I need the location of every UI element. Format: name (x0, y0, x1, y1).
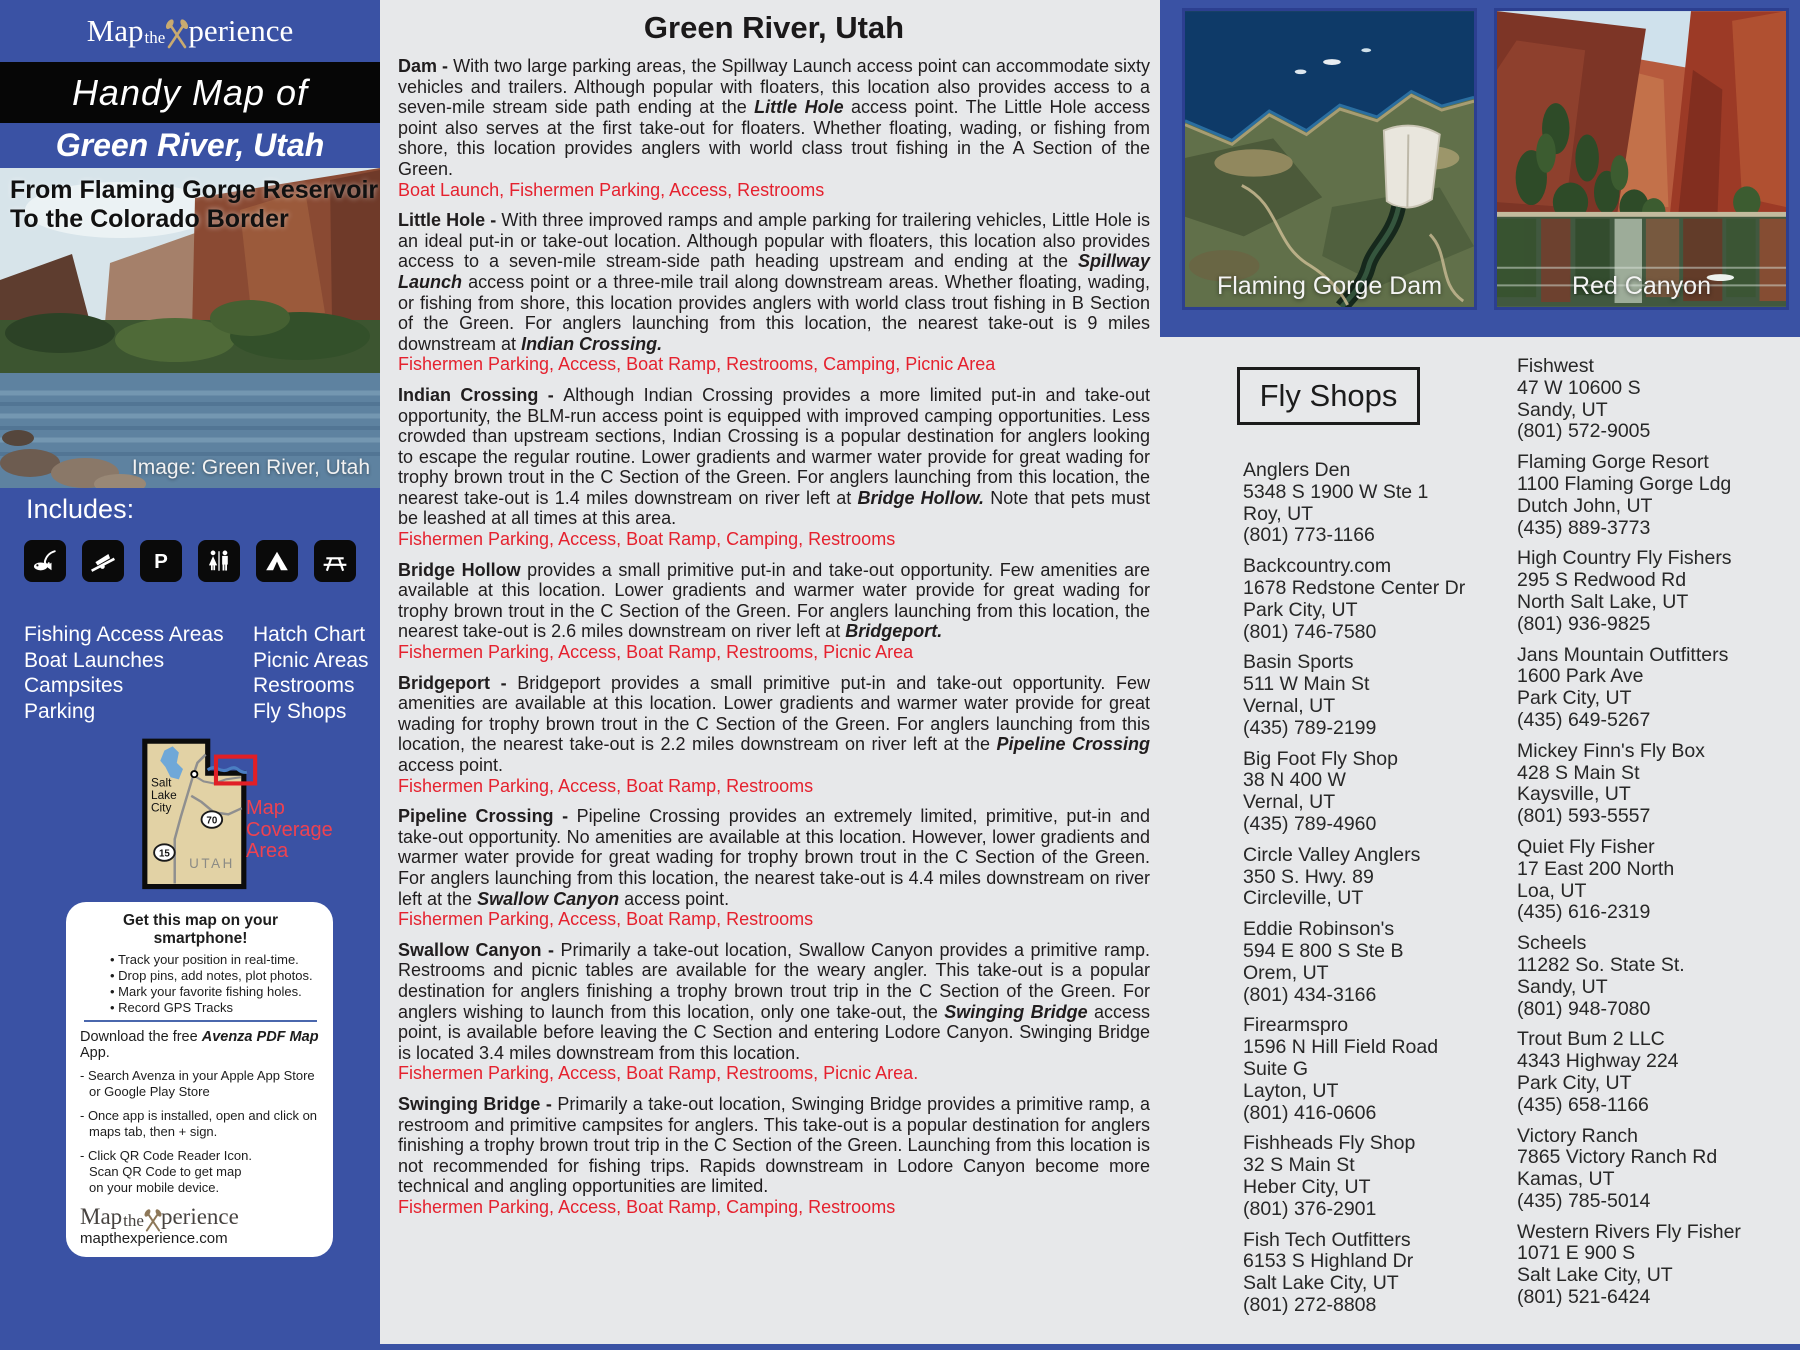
includes-label: Includes: (26, 494, 135, 524)
fly-shop-detail-line: (801) 376-2901 (1243, 1197, 1377, 1220)
fly-shops-heading: Fly Shops (1237, 367, 1420, 425)
fly-shop-detail-line: 4343 Highway 224 (1517, 1050, 1679, 1073)
fly-shop-listing (1517, 1029, 1797, 1116)
access-point-sections (398, 56, 1150, 1217)
fly-shop-name: Basin Sports (1243, 651, 1354, 674)
fly-shop-detail-line: (801) 948-7080 (1517, 997, 1651, 1020)
app-step-line: or Google Play Store (89, 1084, 210, 1099)
fly-shop-name: Scheels (1517, 932, 1587, 955)
fly-shop-listing (1517, 1126, 1797, 1213)
fly-shop-detail-line: Park City, UT (1243, 598, 1358, 621)
fly-shop-detail-line: 7865 Victory Ranch Rd (1517, 1146, 1718, 1169)
parking-icon (140, 540, 182, 582)
fly-shops-column-1 (1243, 460, 1511, 1326)
fly-shop-listing (1243, 749, 1511, 836)
app-step-line: maps tab, then + sign. (89, 1124, 218, 1139)
fly-shop-detail-line: (435) 789-2199 (1243, 716, 1377, 739)
fly-shop-detail-line: Orem, UT (1243, 961, 1329, 984)
fly-shop-detail-line: 5348 S 1900 W Ste 1 (1243, 480, 1429, 503)
download-pre: Download the free (80, 1029, 202, 1045)
overlay-line-2: To the Colorado Border (10, 205, 289, 233)
fly-shops-column-2 (1517, 356, 1797, 1318)
cover-photo-caption: Image: Green River, Utah (131, 456, 370, 479)
brand-word-perience: perience (188, 13, 294, 48)
fly-shop-name: Jans Mountain Outfitters (1517, 643, 1729, 666)
includes-item: Fishing Access Areas (24, 623, 224, 646)
slc-label-1: Salt (151, 775, 172, 790)
fly-shop-listing (1517, 356, 1797, 443)
cover-photo-overlay (10, 176, 378, 234)
fly-shop-name: Eddie Robinson's (1243, 918, 1395, 941)
red-canyon-photo-art (1497, 11, 1786, 307)
fly-shop-detail-line: 350 S. Hwy. 89 (1243, 865, 1374, 888)
handy-map-band (0, 62, 380, 123)
fly-shop-detail-line: 11282 So. State St. (1517, 953, 1685, 976)
fly-shop-name: Mickey Finn's Fly Box (1517, 739, 1705, 762)
fly-shop-detail-line: (801) 521-6424 (1517, 1286, 1651, 1309)
fly-shop-detail-line: 1071 E 900 S (1517, 1242, 1636, 1265)
photo-caption: Red Canyon (1572, 272, 1711, 300)
fly-shop-details (1517, 1147, 1797, 1212)
fly-shop-name: High Country Fly Fishers (1517, 547, 1732, 570)
includes-list-left (24, 622, 224, 724)
fly-shop-detail-line: (435) 785-5014 (1517, 1189, 1651, 1212)
website-url: mapthexperience.com (80, 1230, 228, 1247)
fly-shop-detail-line: (801) 434-3166 (1243, 983, 1377, 1006)
fly-shop-detail-line: (801) 593-5557 (1517, 805, 1651, 828)
fly-shop-detail-line: North Salt Lake, UT (1517, 590, 1689, 613)
amenities-line: Fishermen Parking, Access, Boat Ramp, Restrooms (398, 775, 814, 796)
utah-label: UTAH (189, 856, 235, 871)
fly-shop-name: Big Foot Fly Shop (1243, 747, 1398, 770)
coverage-line: Coverage (246, 818, 333, 841)
interstate-70-label: 70 (206, 815, 218, 827)
access-point-paragraph: Bridge Hollow provides a small primitive put-in and take-out opportunity. Few amenities are available at this location. Lower gradients and warmer water provide for great wading for trophy brown trout in the C Section of the Green. For anglers launching from this location, the nearest take-out is 2.6 miles downstream on river left at Bridgeport. (398, 559, 1151, 642)
app-box-divider (84, 1020, 317, 1022)
sidebar-panel (0, 0, 380, 1350)
fly-shop-detail-line: Sandy, UT (1517, 975, 1608, 998)
svg-text:P: P (154, 550, 168, 574)
crossed-paddles-icon (164, 18, 190, 50)
fly-shop-detail-line: Salt Lake City, UT (1243, 1272, 1399, 1295)
red-canyon-photo (1494, 8, 1789, 310)
fly-shop-details (1243, 770, 1511, 835)
fly-shop-details (1243, 1037, 1511, 1124)
fly-shop-listing (1517, 548, 1797, 635)
access-point-paragraph: Swallow Canyon - Primarily a take-out location, Swallow Canyon provides a primitive ramp. Restrooms and picnic tables are available for the weary angler. This take-out is a popular destination for anglers finishing a trophy brown trout trip in the C Section of the Green. For anglers wishing to launch from this location, only one take-out, the Swinging Bridge access point, is available before leaving the C Section and entering Lodore Canyon. Swinging Bridge is located 3.4 miles downstream from this location. (398, 939, 1150, 1063)
amenities-line: Fishermen Parking, Access, Boat Ramp, Camping, Restrooms (398, 1196, 896, 1217)
fly-shop-detail-line: 428 S Main St (1517, 761, 1640, 784)
fly-shop-listing (1243, 919, 1511, 1006)
fly-shop-detail-line: (435) 789-4960 (1243, 812, 1377, 835)
fly-shop-detail-line: Park City, UT (1517, 1071, 1632, 1094)
fly-shop-details (1243, 674, 1511, 739)
brand-logo (0, 0, 380, 62)
fly-shop-details (1243, 482, 1511, 547)
handy-map-label: Handy Map of (71, 71, 309, 113)
campsite-icon (256, 540, 298, 582)
fly-shop-listing (1243, 845, 1511, 910)
fly-shop-detail-line: (801) 746-7580 (1243, 620, 1377, 643)
fly-shop-listing (1243, 1133, 1511, 1220)
fly-shop-detail-line: (435) 649-5267 (1517, 708, 1651, 731)
fly-shop-detail-line: Heber City, UT (1243, 1175, 1371, 1198)
fly-shop-detail-line: Roy, UT (1243, 502, 1314, 525)
includes-item: Picnic Areas (253, 648, 369, 672)
fly-shop-name: Flaming Gorge Resort (1517, 451, 1709, 474)
fly-shop-details (1517, 666, 1797, 731)
region-title-band (0, 123, 380, 168)
fly-shop-detail-line: Kaysville, UT (1517, 783, 1631, 806)
fly-shop-details (1243, 867, 1511, 911)
fly-shop-detail-line: 6153 S Highland Dr (1243, 1250, 1414, 1273)
fly-shop-detail-line: Suite G (1243, 1057, 1309, 1080)
includes-list-right (253, 622, 369, 724)
fly-shop-details (1243, 1251, 1511, 1316)
fly-shop-listing (1517, 645, 1797, 732)
fly-shop-detail-line: (801) 416-0606 (1243, 1101, 1377, 1124)
app-feature-item: • Mark your favorite fishing holes. (110, 984, 321, 1000)
app-step (80, 1068, 321, 1100)
fly-shop-detail-line: (801) 936-9825 (1517, 612, 1651, 635)
download-post: App. (80, 1045, 110, 1061)
fly-shop-listing (1517, 741, 1797, 828)
smartphone-app-box (66, 902, 333, 1257)
fly-shop-name: Fishwest (1517, 355, 1594, 377)
access-point-paragraph: Indian Crossing - Although Indian Crossing provides a more limited put-in and take-out opportunity, the BLM-run access point is equipped with improved camping opportunities. Less crowded than upstream sections, Indian Crossing is a popular destination for anglers looking to escape the regular routine. Lower gradients and warmer water provide for great wading for trophy brown trout in the C Section of the Green. For anglers launching from this location, the nearest take-out is 1.4 miles downstream on river left at Bridge Hollow. Note that pets must be leashed at all times at this area. (398, 384, 1150, 529)
fly-shop-detail-line: (435) 616-2319 (1517, 901, 1651, 924)
fly-shop-name: Quiet Fly Fisher (1517, 835, 1655, 858)
fly-shop-detail-line: Vernal, UT (1243, 694, 1336, 717)
fly-shop-detail-line: (435) 889-3773 (1517, 516, 1651, 539)
crossed-paddles-icon (143, 1208, 163, 1233)
fly-shop-details (1517, 1051, 1797, 1116)
fly-shop-detail-line: (801) 272-8808 (1243, 1293, 1377, 1316)
boat-launch-icon (82, 540, 124, 582)
fly-shop-detail-line: Vernal, UT (1243, 791, 1336, 814)
app-feature-list (110, 952, 321, 1016)
fishing-icon (24, 540, 66, 582)
includes-item: Boat Launches (24, 648, 165, 672)
slc-label-2: Lake (151, 787, 177, 802)
fly-shop-listing (1243, 1015, 1511, 1124)
amenities-line: Fishermen Parking, Access, Boat Ramp, Restrooms, Picnic Area. (398, 1063, 919, 1084)
fly-shop-listing (1517, 452, 1797, 539)
app-steps (80, 1068, 321, 1196)
brand-logo-footer (80, 1204, 321, 1230)
access-point-paragraph: Bridgeport - Bridgeport provides a small primitive put-in and take-out opportunity. Few amenities are available at this location. Lower gradients and warmer water provide for great wading for trophy brown trout in the C Section of the Green. For anglers launching from this location, the nearest take-out is 2.2 miles downstream on river left at the Pipeline Crossing access point. (398, 672, 1150, 775)
app-step-line: on your mobile device. (89, 1180, 220, 1195)
fly-shop-name: Trout Bum 2 LLC (1517, 1028, 1665, 1051)
fly-shop-detail-line: (801) 572-9005 (1517, 420, 1651, 443)
fly-shop-details (1517, 763, 1797, 828)
app-feature-item: • Track your position in real-time. (110, 952, 321, 968)
fly-shop-name: Firearmspro (1243, 1014, 1349, 1037)
fly-shop-listing (1243, 1230, 1511, 1317)
fly-shop-details (1517, 955, 1797, 1020)
fly-shop-detail-line: 1600 Park Ave (1517, 665, 1644, 688)
app-step (80, 1148, 321, 1196)
fly-shop-name: Circle Valley Anglers (1243, 843, 1421, 866)
fly-shop-name: Anglers Den (1243, 459, 1351, 481)
fly-shop-name: Fishheads Fly Shop (1243, 1132, 1416, 1155)
picnic-table-icon (314, 540, 356, 582)
slc-label-3: City (151, 800, 172, 815)
cover-photo (0, 168, 380, 488)
fly-shop-detail-line: Kamas, UT (1517, 1168, 1615, 1191)
overlay-line-1: From Flaming Gorge Reservoir (10, 176, 379, 204)
dam-photo-art (1185, 11, 1474, 307)
fly-shop-name: Backcountry.com (1243, 555, 1392, 578)
app-step-line: - Once app is installed, open and click on (80, 1108, 318, 1123)
slc-map-dot (191, 771, 197, 777)
fly-shop-details (1517, 1243, 1797, 1308)
top-photo-band (1160, 0, 1800, 337)
fly-shop-details (1243, 941, 1511, 1006)
fly-shop-detail-line: Circleville, UT (1243, 887, 1364, 910)
app-step-line: Scan QR Code to get map (89, 1164, 242, 1179)
fly-shop-detail-line: Layton, UT (1243, 1079, 1339, 1102)
includes-item: Fly Shops (253, 699, 347, 723)
fly-shop-listing (1243, 652, 1511, 739)
app-step (80, 1108, 321, 1140)
fly-shop-detail-line: Dutch John, UT (1517, 494, 1653, 517)
brand-word-the: the (123, 1211, 144, 1230)
coverage-line: Area (246, 840, 289, 862)
fly-shop-listing (1517, 933, 1797, 1020)
app-step-line: - Click QR Code Reader Icon. (80, 1148, 252, 1163)
page-title: Green River, Utah (643, 10, 905, 45)
fly-shop-listing (1517, 1222, 1797, 1309)
fly-shop-detail-line: Park City, UT (1517, 687, 1632, 710)
amenities-line: Fishermen Parking, Access, Boat Ramp, Restrooms, Camping, Picnic Area (398, 354, 996, 375)
fly-shop-detail-line: 47 W 10600 S (1517, 376, 1641, 399)
brand-word-map: Map (80, 1204, 123, 1229)
amenities-line: Fishermen Parking, Access, Boat Ramp, Camping, Restrooms (398, 529, 896, 550)
fly-shop-details (1243, 578, 1511, 643)
fly-shop-detail-line: 38 N 400 W (1243, 769, 1346, 792)
amenities-line: Fishermen Parking, Access, Boat Ramp, Restrooms, Picnic Area (398, 642, 914, 663)
fly-shop-detail-line: 594 E 800 S Ste B (1243, 939, 1404, 962)
includes-item: Parking (24, 699, 96, 723)
fly-shop-detail-line: 1100 Flaming Gorge Ldg (1517, 472, 1732, 495)
fly-shop-detail-line: Sandy, UT (1517, 398, 1608, 421)
fly-shop-detail-line: 32 S Main St (1243, 1154, 1355, 1177)
fly-shop-detail-line: Salt Lake City, UT (1517, 1264, 1673, 1287)
interstate-15-label: 15 (158, 848, 170, 860)
brand-word-perience: perience (160, 1204, 239, 1229)
fly-shop-name: Fish Tech Outfitters (1243, 1228, 1411, 1251)
fly-shop-detail-line: 17 East 200 North (1517, 857, 1675, 880)
main-article (380, 0, 1160, 1350)
includes-item: Campsites (24, 674, 124, 697)
fly-shop-details (1517, 474, 1797, 539)
app-step-line: - Search Avenza in your Apple App Store (80, 1068, 315, 1083)
coverage-area-label (246, 798, 333, 863)
amenities-line: Fishermen Parking, Access, Boat Ramp, Restrooms (398, 909, 814, 930)
fly-shop-details (1243, 1155, 1511, 1220)
access-point-paragraph: Little Hole - With three improved ramps and ample parking for trailering vehicles, Little Hole is an ideal put-in or take-out location. Although popular with floaters, this location also provides access to a seven-mile stream-side path heading upstream and ending at the Spillway Launch access point or a three-mile trail along downstream areas. Whether floating, wading, or fishing from shore, this location provides anglers with world class trout fishing in B Section of the Green. For anglers launching from this location, the nearest take-out is 9 miles downstream at Indian Crossing. (398, 210, 1150, 354)
fly-shop-detail-line: 1596 N Hill Field Road (1243, 1036, 1439, 1059)
photo-caption: Flaming Gorge Dam (1216, 272, 1443, 300)
brand-word-map: Map (86, 13, 144, 48)
utah-state-map (138, 736, 263, 901)
app-feature-item: • Record GPS Tracks (110, 1000, 321, 1016)
amenities-line: Boat Launch, Fishermen Parking, Access, Restrooms (398, 179, 825, 200)
fly-shop-details (1517, 378, 1797, 443)
fly-shop-detail-line: (801) 773-1166 (1243, 524, 1375, 547)
region-title: Green River, Utah (55, 127, 325, 163)
fly-shop-detail-line: (435) 658-1166 (1517, 1093, 1649, 1116)
coverage-line: Map (246, 797, 285, 819)
fly-shop-detail-line: 295 S Redwood Rd (1517, 569, 1687, 592)
flaming-gorge-dam-photo (1182, 8, 1477, 310)
includes-item: Hatch Chart (253, 623, 366, 646)
bottom-border-strip (380, 1344, 1800, 1350)
includes-item: Restrooms (253, 674, 355, 697)
access-point-paragraph: Pipeline Crossing - Pipeline Crossing provides an extremely limited, primitive, put-in and take-out opportunity. No amenities are available at this location. However, lower gradients and warmer water provide for great wading for trophy brown trout in the C Section of the Green. For anglers launching from this location, the nearest take-out is 4.4 miles downstream on river left at the Swallow Canyon access point. (398, 806, 1150, 909)
fly-shop-name: Victory Ranch (1517, 1124, 1639, 1147)
fly-shop-name: Western Rivers Fly Fisher (1517, 1220, 1741, 1243)
fly-shop-details (1517, 570, 1797, 635)
fly-shop-listing (1243, 460, 1511, 547)
fly-shop-listing (1517, 837, 1797, 924)
brand-logo-text (87, 13, 294, 49)
restrooms-icon (198, 540, 240, 582)
app-download-line (80, 1029, 321, 1061)
fly-shop-detail-line: 511 W Main St (1243, 673, 1370, 696)
access-point-paragraph: Dam - With two large parking areas, the Spillway Launch access point can accommodate sixty vehicles and trailers. Although popular with floaters, this location also provides access to a seven-mile stream side path ending at the Little Hole access point. The Little Hole access point also serves at the first take-out for floaters. Whether floating, wading, or fishing from shore, this location provides anglers with world class trout fishing in the A Section of the Green. (398, 56, 1150, 179)
fly-shop-detail-line: 1678 Redstone Center Dr (1243, 576, 1466, 599)
avenza-app-name: Avenza PDF Map (201, 1029, 319, 1045)
fly-shop-details (1517, 859, 1797, 924)
access-point-paragraph: Swinging Bridge - Primarily a take-out location, Swinging Bridge provides a primitive ramp, a restroom and primitive campsites for anglers. This take-out is a popular destination for anglers finishing a trophy brown trout trip in the C Section of the Green. Launching from this location is not recommended for fishing trips. Rapids downstream in Lodore Canyon become more technical and angling opportunities are limited. (398, 1093, 1150, 1197)
fly-shop-detail-line: Loa, UT (1517, 879, 1587, 902)
app-feature-item: • Drop pins, add notes, plot photos. (110, 968, 321, 984)
legend-icons-row (24, 540, 356, 582)
app-box-title: Get this map on your smartphone! (122, 912, 278, 947)
fly-shop-listing (1243, 556, 1511, 643)
brand-word-the: the (144, 28, 166, 47)
